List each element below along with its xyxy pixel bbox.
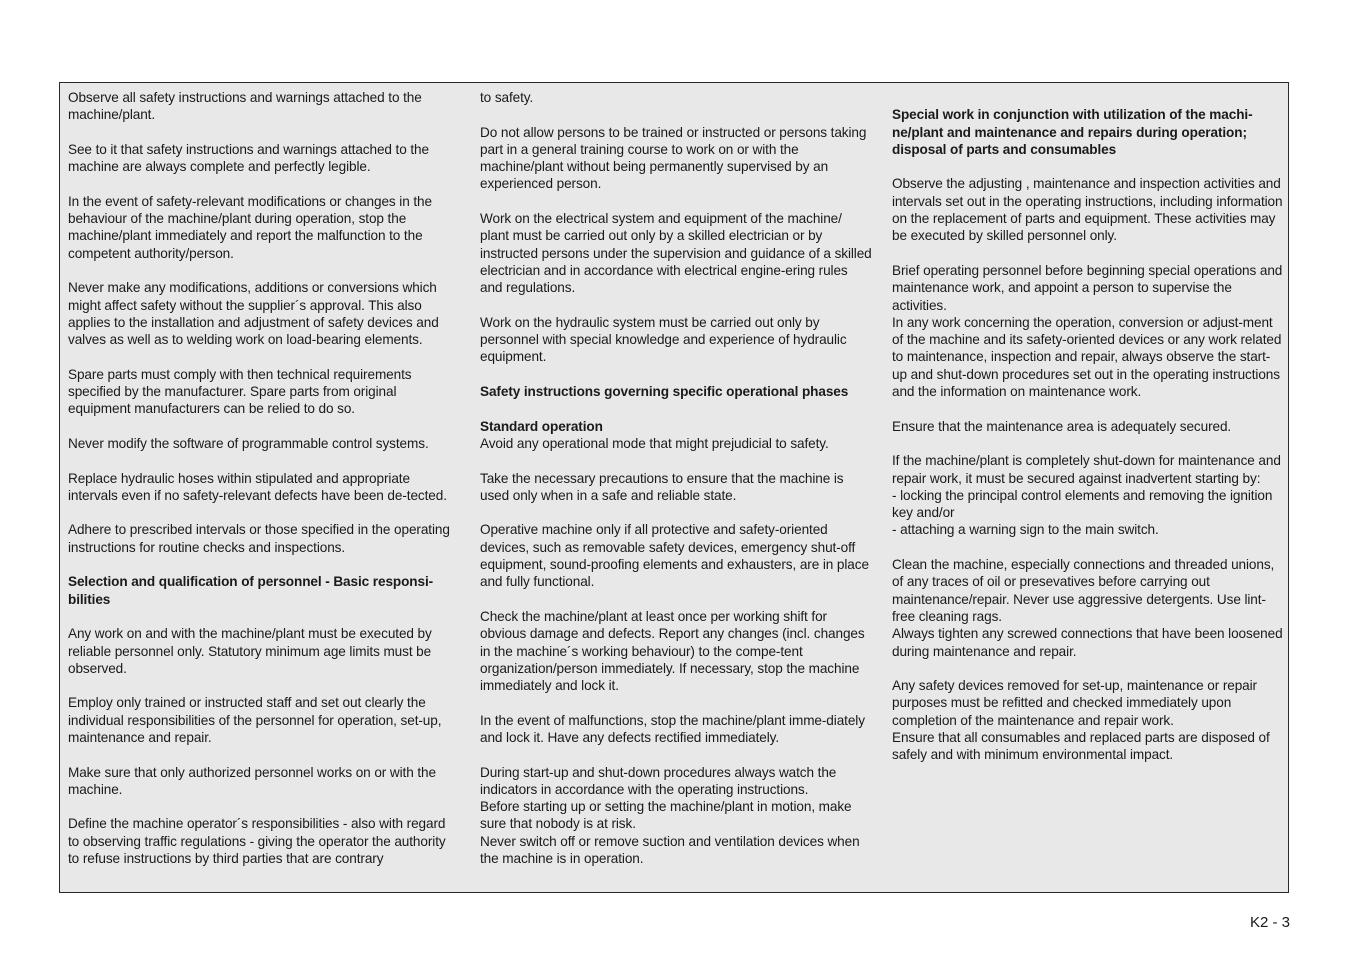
paragraph: Brief operating personnel before beginning special operations and maintenance work, and appoint a person to supervise the activities.	[892, 262, 1283, 313]
paragraph: Define the machine operator´s responsibilities - also with regard to observing traffic regulations - giving the operator the authority to refuse instructions by third parties that are contrary	[68, 816, 446, 867]
paragraph: Work on the hydraulic system must be carried out only by personnel with special knowledge and experience of hydraulic equipment.	[480, 314, 847, 365]
paragraph: See to it that safety instructions and warnings attached to the machine are always complete and perfectly legible.	[68, 141, 429, 175]
section-heading-special-work: Special work in conjunction with utilization of the machi-ne/plant and maintenance and repairs during operation; disposal of parts and consumables	[892, 107, 1253, 157]
column-right	[892, 89, 1284, 764]
page-number: K2 - 3	[1249, 914, 1290, 931]
paragraph: Never switch off or remove suction and ventilation devices when the machine is in operation.	[480, 833, 860, 867]
paragraph: Any work on and with the machine/plant must be executed by reliable personnel only. Statutory minimum age limits must be observed.	[68, 626, 432, 676]
paragraph: Clean the machine, especially connections and threaded unions, of any traces of oil or presevatives before carrying out maintenance/repair. Never use aggressive detergents. Use lint-free cleaning rags.	[892, 557, 1275, 624]
content-frame	[59, 82, 1289, 893]
paragraph: Take the necessary precautions to ensure that the machine is used only when in a safe and reliable state.	[480, 470, 844, 503]
paragraph: Check the machine/plant at least once per working shift for obvious damage and defects. Report any changes (incl. changes in the machine´s working behaviour) to the compe-tent organization/person immediately. If necessary, stop the machine immediately and lock it.	[480, 608, 865, 694]
paragraph: to safety.	[480, 90, 534, 105]
paragraph: Operative machine only if all protective and safety-oriented devices, such as removable safety devices, emergency shut-off equipment, sound-proofing elements and exhausters, are in place and fully functional.	[480, 522, 869, 590]
paragraph: If the machine/plant is completely shut-down for maintenance and repair work, it must be secured against inadvertent starting by:	[892, 453, 1281, 486]
paragraph: Observe all safety instructions and warnings attached to the machine/plant.	[68, 90, 422, 123]
paragraph: Never modify the software of programmable control systems.	[68, 435, 429, 451]
list-item: - locking the principal control elements and removing the ignition key and/or	[892, 487, 1273, 521]
paragraph: Adhere to prescribed intervals or those specified in the operating instructions for routine checks and inspections.	[68, 522, 450, 555]
paragraph: Spare parts must comply with then technical requirements specified by the manufacturer. Spare parts from original equipment manufacturers can be relied to do so.	[68, 366, 412, 417]
section-heading-standard-operation: Standard operation	[480, 418, 603, 434]
section-heading-personnel: Selection and qualification of personnel - Basic responsi-bilities	[68, 574, 434, 607]
column-middle	[480, 89, 872, 867]
paragraph: Always tighten any screwed connections that have been loosened during maintenance and repair.	[892, 626, 1283, 659]
column-left	[68, 89, 460, 867]
paragraph: Avoid any operational mode that might prejudicial to safety.	[480, 435, 829, 451]
paragraph: In the event of malfunctions, stop the machine/plant imme-diately and lock it. Have any defects rectified immediately.	[480, 712, 865, 745]
paragraph: In the event of safety-relevant modifications or changes in the behaviour of the machine/plant during operation, stop the machine/plant immediately and report the malfunction to the competent authority/person.	[68, 193, 432, 261]
paragraph: Replace hydraulic hoses within stipulated and appropriate intervals even if no safety-relevant defects have been de-tected.	[68, 470, 447, 503]
paragraph: Work on the electrical system and equipment of the machine/ plant must be carried out only by a skilled electrician or by instructed persons under the supervision and guidance of a skilled electrician and in accordance with electrical engine-ering rules and regulations.	[480, 211, 872, 296]
list-item: - attaching a warning sign to the main switch.	[892, 522, 1159, 538]
paragraph: In any work concerning the operation, conversion or adjust-ment of the machine and its safety-oriented devices or any work related to maintenance, inspection and repair, always observe the start-up and shut-down procedures set out in the operating instructions and the information on maintenance work.	[892, 314, 1282, 400]
paragraph: Ensure that all consumables and replaced parts are disposed of safely and with minimum environmental impact.	[892, 729, 1270, 763]
paragraph: Observe the adjusting , maintenance and inspection activities and intervals set out in the operating instructions, including information on the replacement of parts and equipment. These activities may be executed by skilled personnel only.	[892, 176, 1283, 244]
paragraph: Any safety devices removed for set-up, maintenance or repair purposes must be refitted and checked immediately upon completion of the maintenance and repair work.	[892, 678, 1257, 728]
paragraph: Ensure that the maintenance area is adequately secured.	[892, 418, 1232, 434]
paragraph: Employ only trained or instructed staff and set out clearly the individual responsibilities of the personnel for operation, set-up, maintenance and repair.	[68, 695, 442, 745]
paragraph: Never make any modifications, additions or conversions which might affect safety without the supplier´s approval. This also applies to the installation and adjustment of safety devices and valves as well as to welding work on load-bearing elements.	[68, 280, 439, 348]
paragraph: Make sure that only authorized personnel works on or with the machine.	[68, 764, 436, 797]
section-heading-operational-phases: Safety instructions governing specific operational phases	[480, 384, 849, 400]
paragraph: Before starting up or setting the machine/plant in motion, make sure that nobody is at risk.	[480, 799, 852, 832]
paragraph: Do not allow persons to be trained or instructed or persons taking part in a general training course to work on or with the machine/plant without being permanently supervised by an experienced person.	[480, 124, 867, 192]
paragraph: During start-up and shut-down procedures always watch the indicators in accordance with the operating instructions.	[480, 764, 837, 797]
